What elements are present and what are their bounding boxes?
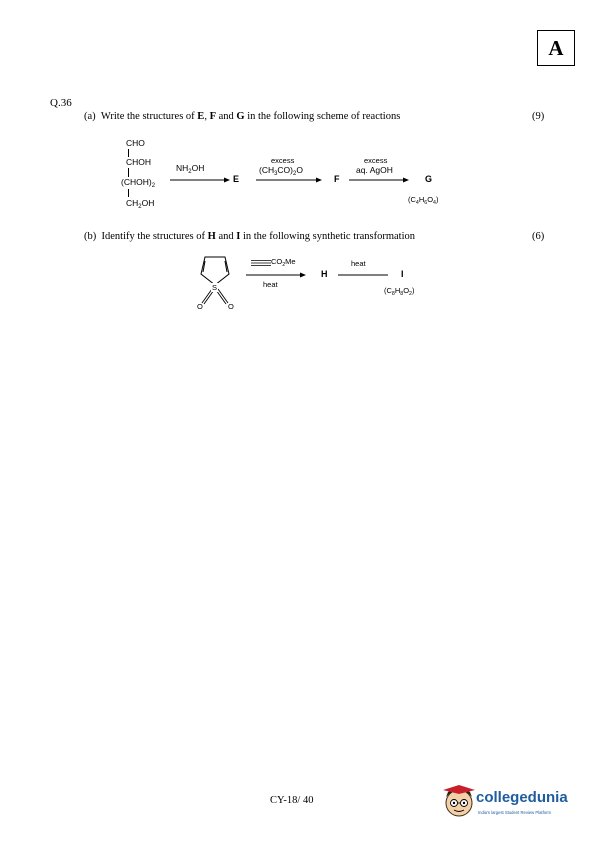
part-a-E: E [197, 111, 205, 122]
part-a-text-2: in the following scheme of reactions [244, 111, 401, 122]
part-a-F: F [209, 111, 216, 122]
chain-ch2oh: $CH_2OH$ [126, 198, 155, 210]
part-a-label: (a) [84, 111, 96, 122]
part-b-marks: (6) [532, 231, 545, 242]
alkyne-co2me: $CO_2Me$ [271, 257, 296, 268]
part-a-comma: , [204, 111, 210, 122]
part-b-I: I [236, 231, 241, 242]
arrow-2 [256, 176, 322, 184]
arrow-3 [349, 176, 409, 184]
question-number: Q.36 [50, 97, 72, 109]
part-b-question [84, 231, 415, 242]
product-I: I [401, 269, 404, 279]
reagent-aq-agoh: aq. AgOH [356, 165, 393, 175]
reagent-acetic-anhydride: $(CH_3CO)_2O$ [259, 165, 303, 177]
part-a-question [84, 111, 400, 122]
part-a-marks: (9) [532, 111, 545, 122]
sulfone-S: S [212, 283, 218, 292]
formula-I: $(C_8H_8O_2)$ [384, 286, 415, 297]
arrow-1 [170, 176, 230, 184]
chain-cho: CHO [126, 138, 145, 148]
page-code: CY-18/ 40 [270, 795, 314, 806]
chain-bond-2 [128, 168, 129, 177]
condition-heat-1: heat [263, 280, 278, 289]
paper-set-label: A [548, 35, 564, 60]
collegedunia-mascot-icon [441, 781, 477, 821]
sulfone-O-left: O [197, 302, 203, 311]
chain-bond-1 [128, 149, 129, 157]
part-b-text-2: in the following synthetic transformation [240, 231, 416, 242]
chain-bond-3 [128, 189, 129, 197]
chain-choh2: $(CHOH)_2$ [121, 177, 156, 189]
part-b-H: H [207, 231, 216, 242]
chain-choh: CHOH [126, 157, 152, 167]
paper-set-box [537, 30, 575, 66]
logo-text: collegedunia [476, 789, 568, 806]
product-G: G [425, 174, 433, 184]
reagent-nh2oh: $NH_2OH$ [176, 163, 205, 175]
product-F: F [334, 174, 340, 184]
formula-G: $(C_4H_6O_4)$ [408, 195, 439, 206]
logo-tagline: India's largest Student Review Platform [478, 810, 551, 815]
part-b-text-1: Identify the structures of [101, 231, 208, 242]
sulfone-O-right: O [228, 302, 234, 311]
condition-heat-2: heat [351, 259, 366, 268]
part-b-and: and [215, 231, 237, 242]
alkyne-triple-bond [251, 259, 271, 267]
arrow-5 [338, 271, 388, 279]
part-b-label: (b) [84, 231, 97, 242]
reagent-excess-1: excess [271, 156, 295, 165]
arrow-4 [246, 271, 306, 279]
part-a-G: G [236, 111, 245, 122]
reagent-excess-2: excess [364, 156, 388, 165]
product-H: H [321, 269, 328, 279]
part-a-text-1: Write the structures of [100, 111, 198, 122]
product-E: E [233, 174, 240, 184]
part-a-and: and [215, 111, 237, 122]
